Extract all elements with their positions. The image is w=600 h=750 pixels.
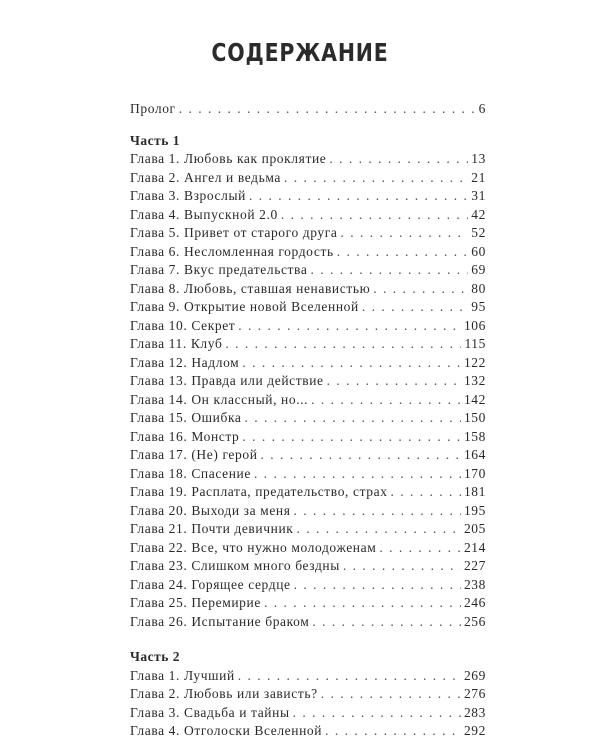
entry-label: Глава 8. Любовь, ставшая ненавистью: [130, 280, 371, 296]
dot-leader: [337, 243, 469, 262]
parts-list: [130, 132, 486, 741]
entry-label: Глава 20. Выходи за меня: [130, 502, 291, 518]
entry-label: Глава 4. Выпускной 2.0: [130, 206, 278, 222]
entry-label: Пролог: [130, 101, 176, 116]
entry-page-number: 269: [463, 667, 486, 683]
entry-label: Глава 15. Ошибка: [130, 410, 242, 425]
entry-label: Глава 23. Слишком много бездны: [130, 558, 340, 573]
dot-leader: [362, 298, 468, 317]
entry-page-number: 181: [463, 484, 486, 499]
toc-entry: [130, 391, 486, 410]
toc-entry-prologue: [130, 100, 486, 119]
page-title: СОДЕРЖАНИЕ: [211, 38, 389, 67]
entry-page-number: 256: [463, 613, 486, 629]
dot-leader: [242, 428, 461, 447]
entry-page-number: 13: [471, 151, 486, 166]
dot-leader: [261, 446, 461, 465]
dot-leader: [343, 557, 461, 576]
entry-label: Глава 24. Горящее сердце: [130, 576, 291, 592]
entry-label: Глава 4. Отголоски Вселенной: [130, 723, 323, 738]
entry-page-number: 95: [471, 299, 486, 314]
dot-leader: [379, 539, 461, 558]
toc-entry: [130, 483, 486, 502]
dot-leader: [284, 169, 468, 188]
entry-label: Глава 11. Клуб: [130, 336, 223, 351]
toc-entry: [130, 520, 486, 539]
toc-entry: [130, 317, 486, 336]
entry-page-number: 205: [463, 521, 486, 536]
entry-page-number: 115: [464, 336, 486, 351]
dot-leader: [264, 594, 461, 613]
entry-page-number: 106: [463, 317, 486, 333]
entry-label: Глава 26. Испытание браком: [130, 613, 310, 629]
part-heading: Часть 2: [130, 649, 181, 664]
toc-entry: [130, 428, 486, 447]
toc-entry: [130, 722, 486, 741]
entry-label: Глава 7. Вкус предательства: [130, 262, 308, 277]
toc-entry: [130, 187, 486, 206]
toc-entry: [130, 704, 486, 723]
entry-label: Глава 2. Ангел и ведьма: [130, 169, 281, 185]
toc-entry: [130, 594, 486, 613]
entry-page-number: 158: [463, 428, 486, 444]
toc-entry: [130, 502, 486, 521]
dot-leader: [312, 613, 461, 632]
toc-entry: [130, 354, 486, 373]
entry-label: Глава 6. Несломленная гордость: [130, 243, 334, 259]
entry-label: Глава 17. (Не) герой: [130, 447, 258, 462]
entry-page-number: 142: [463, 391, 486, 407]
dot-leader: [296, 520, 461, 539]
dot-leader: [327, 372, 461, 391]
entry-label: Глава 13. Правда или действие: [130, 373, 324, 388]
toc-entry: [130, 169, 486, 188]
entry-page-number: 195: [463, 502, 486, 518]
toc-entry: [130, 261, 486, 280]
part-heading: Часть 1: [130, 132, 181, 148]
dot-leader: [179, 100, 476, 119]
entry-page-number: 246: [463, 595, 486, 610]
entry-page-number: 164: [463, 447, 486, 462]
toc-entry: [130, 613, 486, 632]
dot-leader: [242, 354, 461, 373]
entry-label: Глава 22. Все, что нужно молодоженам: [130, 539, 377, 555]
entry-page-number: 227: [463, 558, 486, 573]
dot-leader: [245, 409, 461, 428]
dot-leader: [329, 150, 468, 169]
toc-entry: [130, 576, 486, 595]
toc-entry: [130, 372, 486, 391]
dot-leader: [341, 224, 469, 243]
toc-entry: [130, 409, 486, 428]
entry-label: Глава 12. Надлом: [130, 354, 240, 370]
entry-label: Глава 21. Почти девичник: [130, 521, 294, 536]
entry-label: Глава 1. Лучший: [130, 667, 235, 683]
entry-label: Глава 3. Взрослый: [130, 188, 246, 203]
entry-page-number: 69: [471, 262, 486, 277]
entry-page-number: 80: [471, 280, 486, 296]
toc-entry: [130, 667, 486, 686]
toc-entry: [130, 243, 486, 262]
toc-entry: [130, 150, 486, 169]
toc-entry: [130, 335, 486, 354]
dot-leader: [321, 685, 461, 704]
entry-label: Глава 10. Секрет: [130, 317, 236, 333]
entry-label: Глава 9. Открытие новой Вселенной: [130, 299, 359, 314]
toc-entry: [130, 557, 486, 576]
table-of-contents: [130, 100, 486, 741]
dot-leader: [249, 187, 468, 206]
entry-page-number: 122: [463, 354, 486, 370]
entry-page-number: 214: [463, 539, 486, 555]
toc-entry: [130, 465, 486, 484]
dot-leader: [281, 206, 468, 225]
dot-leader: [294, 502, 461, 521]
toc-entry: [130, 539, 486, 558]
dot-leader: [294, 576, 461, 595]
entry-page-number: 150: [463, 410, 486, 425]
dot-leader: [238, 317, 461, 336]
entry-label: Глава 14. Он классный, но...: [130, 391, 309, 407]
toc-entry: [130, 298, 486, 317]
dot-leader: [225, 335, 461, 354]
entry-page-number: 292: [463, 723, 486, 738]
dot-leader: [391, 483, 461, 502]
entry-label: Глава 18. Спасение: [130, 465, 251, 481]
entry-page-number: 6: [478, 101, 486, 116]
entry-page-number: 31: [471, 188, 486, 203]
toc-entry: [130, 280, 486, 299]
entry-page-number: 42: [471, 206, 486, 222]
dot-leader: [238, 667, 461, 686]
entry-label: Глава 1. Любовь как проклятие: [130, 151, 327, 166]
entry-page-number: 52: [471, 225, 486, 240]
toc-entry: [130, 446, 486, 465]
dot-leader: [293, 704, 461, 723]
entry-page-number: 170: [463, 465, 486, 481]
entry-page-number: 283: [463, 704, 486, 720]
toc-entry: [130, 685, 486, 704]
entry-page-number: 21: [471, 169, 486, 185]
toc-entry: [130, 224, 486, 243]
entry-page-number: 238: [463, 576, 486, 592]
entry-label: Глава 5. Привет от старого друга: [130, 225, 338, 240]
entry-page-number: 60: [471, 243, 486, 259]
entry-page-number: 276: [463, 686, 486, 701]
entry-label: Глава 25. Перемирие: [130, 595, 261, 610]
entry-label: Глава 3. Свадьба и тайны: [130, 704, 290, 720]
toc-entry: [130, 206, 486, 225]
dot-leader: [325, 722, 461, 741]
entry-label: Глава 19. Расплата, предательство, страх: [130, 484, 388, 499]
dot-leader: [254, 465, 461, 484]
entry-label: Глава 16. Монстр: [130, 428, 240, 444]
entry-label: Глава 2. Любовь или зависть?: [130, 686, 318, 701]
dot-leader: [310, 261, 468, 280]
dot-leader: [373, 280, 468, 299]
dot-leader: [311, 391, 461, 410]
entry-page-number: 132: [463, 373, 486, 388]
